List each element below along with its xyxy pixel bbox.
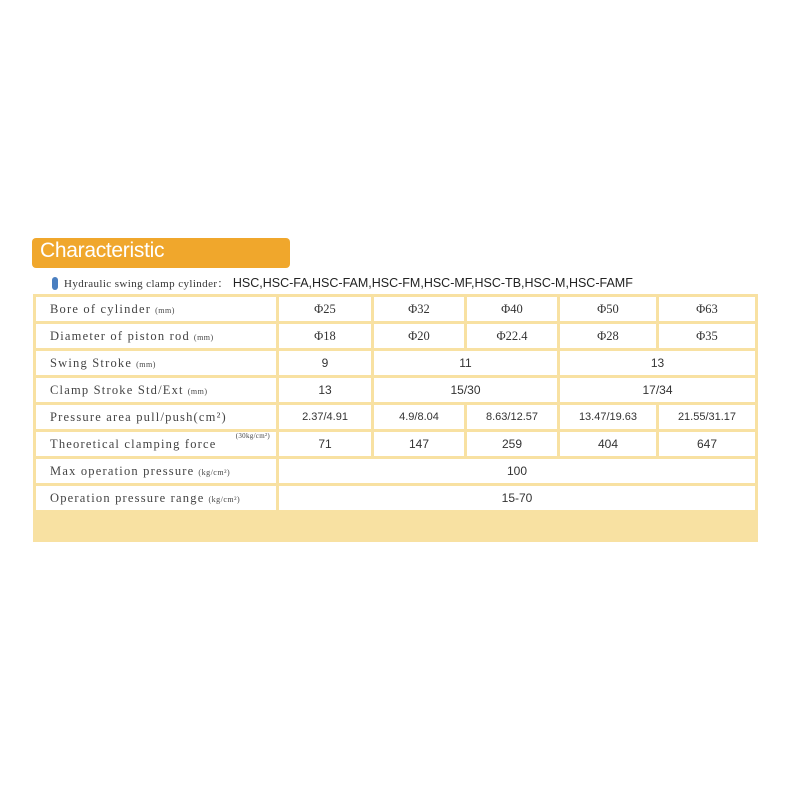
table-cell: 13 [560,351,755,375]
table-cell: Φ40 [467,297,557,321]
spec-table [33,294,758,513]
table-row-clamping-force [36,432,755,456]
table-row-max-pressure [36,459,755,483]
table-cell: 13.47/19.63 [560,405,656,429]
table-row-clamp-stroke [36,378,755,402]
table-cell: 17/34 [560,378,755,402]
row-label: Max operation pressure (kg/cm²) [36,459,276,483]
row-label: Swing Stroke (mm) [36,351,276,375]
row-label: Pressure area pull/push(cm²) [36,405,276,429]
table-cell: 9 [279,351,371,375]
table-cell: 71 [279,432,371,456]
table-cell: Φ25 [279,297,371,321]
table-cell: Φ35 [659,324,755,348]
table-row-swing-stroke [36,351,755,375]
table-cell: 404 [560,432,656,456]
row-label: Clamp Stroke Std/Ext (mm) [36,378,276,402]
table-cell: 147 [374,432,464,456]
section-title: Characteristic [40,239,165,262]
row-label: Diameter of piston rod (mm) [36,324,276,348]
table-cell: 100 [279,459,755,483]
table-cell: 15/30 [374,378,557,402]
product-models: HSC,HSC-FA,HSC-FAM,HSC-FM,HSC-MF,HSC-TB,HSC-M,HSC-FAMF [232,276,633,290]
cylinder-icon [52,277,58,290]
product-line-label: Hydraulic swing clamp cylinder： [64,278,229,290]
table-cell: Φ20 [374,324,464,348]
table-cell: Φ63 [659,297,755,321]
row-label: Operation pressure range (kg/cm²) [36,486,276,510]
table-cell: 13 [279,378,371,402]
table-cell: 2.37/4.91 [279,405,371,429]
table-row-bore [36,297,755,321]
table-row-pressure-area [36,405,755,429]
row-label: Bore of cylinder (mm) [36,297,276,321]
table-cell: 4.9/8.04 [374,405,464,429]
table-cell: 647 [659,432,755,456]
table-row-rod-diameter [36,324,755,348]
table-cell: 259 [467,432,557,456]
spec-table-frame [33,294,758,542]
table-cell: Φ22.4 [467,324,557,348]
table-cell: Φ32 [374,297,464,321]
table-cell: Φ18 [279,324,371,348]
section-header [32,238,290,268]
table-cell: 21.55/31.17 [659,405,755,429]
table-cell: Φ28 [560,324,656,348]
table-cell: 8.63/12.57 [467,405,557,429]
table-cell: Φ50 [560,297,656,321]
table-row-pressure-range [36,486,755,510]
table-cell: 11 [374,351,557,375]
product-line [52,274,633,292]
row-label: Theoretical clamping force (30kg/cm²) [36,432,276,456]
table-cell: 15-70 [279,486,755,510]
